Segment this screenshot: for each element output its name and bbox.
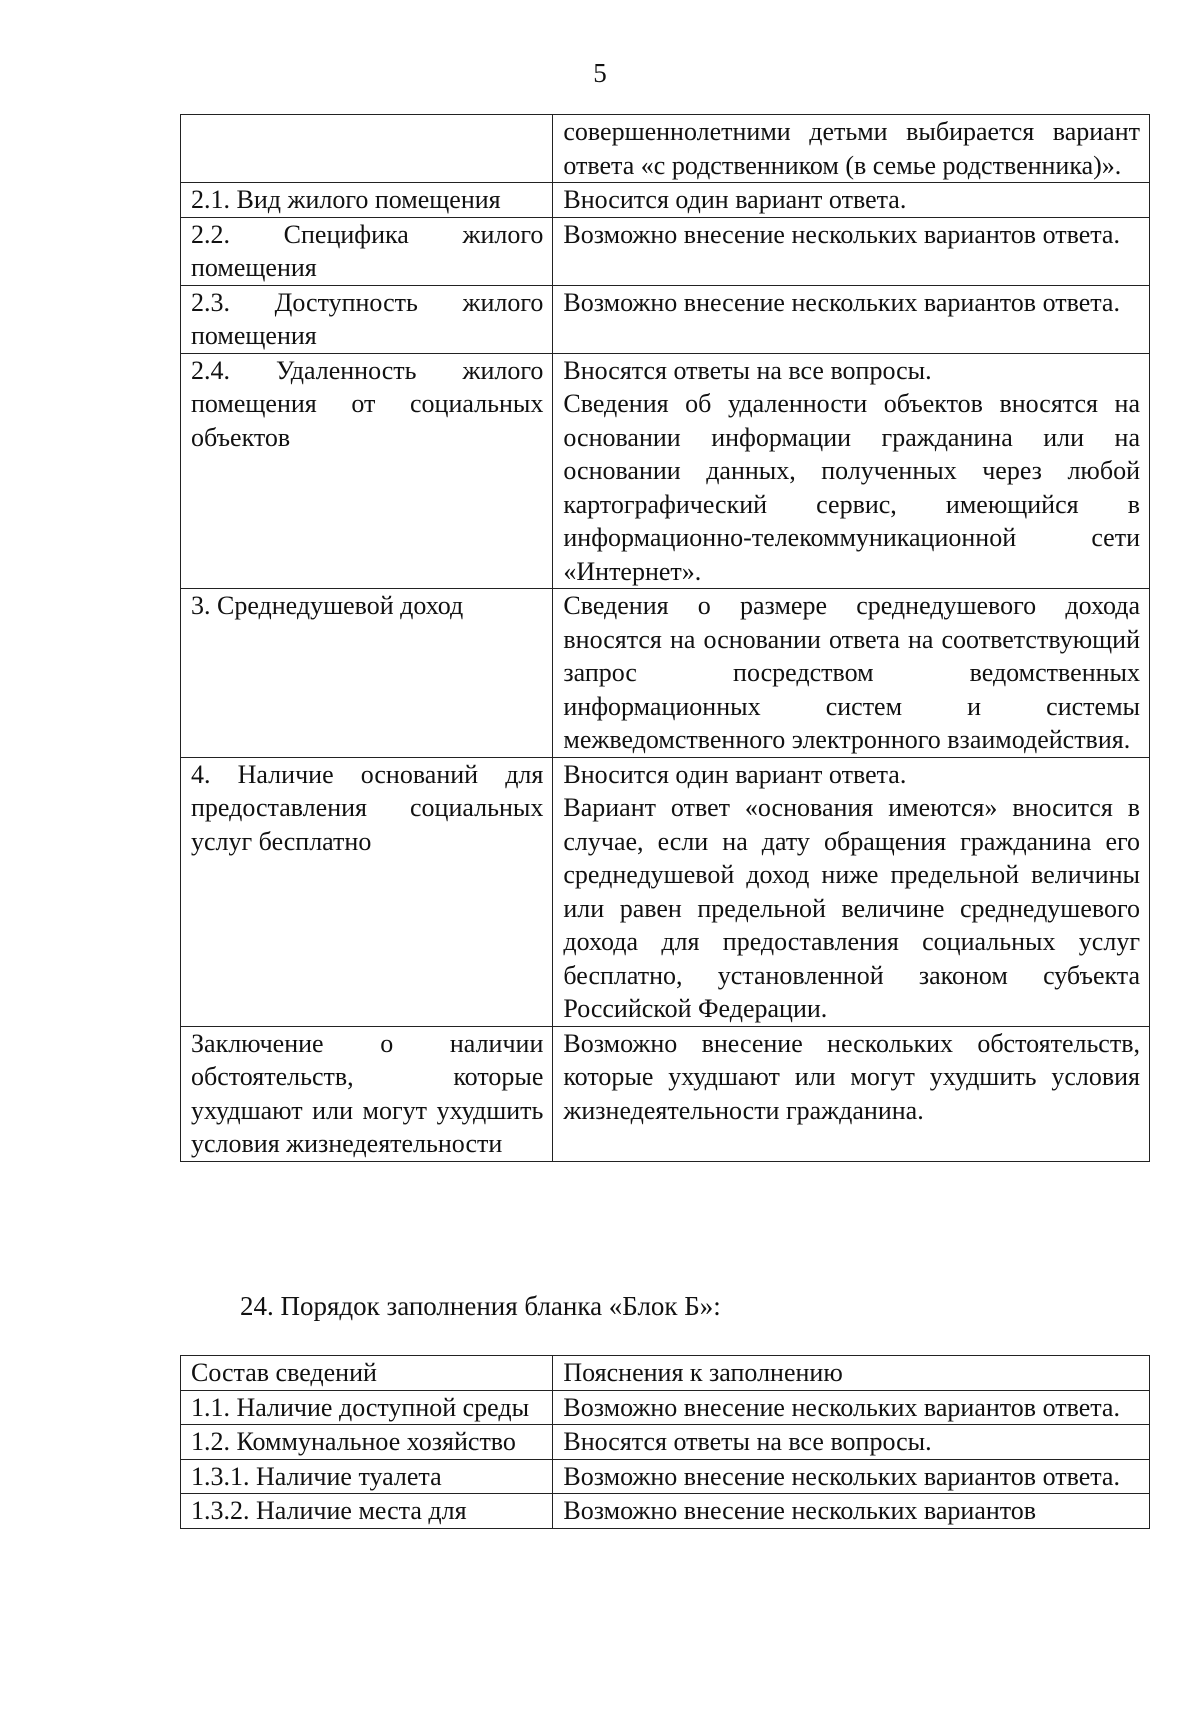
explanation-paragraph: Вносятся ответы на все вопросы. xyxy=(563,355,932,385)
section-heading: 24. Порядок заполнения бланка «Блок Б»: xyxy=(240,1291,721,1321)
table-cell-field: 2.4. Удаленность жилого помещения от социальных объектов xyxy=(181,353,553,589)
table-cell-field xyxy=(181,115,553,183)
table-header-row xyxy=(181,1356,1150,1391)
explanation-paragraph: Вносится один вариант ответа. xyxy=(563,759,907,789)
table-row xyxy=(181,115,1150,183)
table-cell-field: 1.3.1. Наличие туалета xyxy=(181,1459,553,1494)
explanation-paragraph: Сведения о размере среднедушевого дохода вносятся на основании ответа на соответствующий запрос посредством ведомственных информационных систем и системы межведомственного электронного взаимодействия. xyxy=(563,591,1140,754)
table-cell-field: 4. Наличие оснований для предоставления социальных услуг бесплатно xyxy=(181,757,553,1026)
table-cell-explanation xyxy=(553,285,1150,353)
table-block-a-continuation xyxy=(180,114,1150,1162)
table-row xyxy=(181,285,1150,353)
table-cell-field: 2.1. Вид жилого помещения xyxy=(181,183,553,218)
explanation-paragraph: Возможно внесение нескольких вариантов ответа. xyxy=(563,219,1120,249)
table-cell-explanation: Возможно внесение нескольких вариантов ответа. xyxy=(553,1459,1150,1494)
table-cell-explanation xyxy=(553,353,1150,589)
explanation-paragraph: Сведения об удаленности объектов вносятся на основании информации гражданина или на основании данных, полученных через любой картографический сервис, имеющийся в информационно-телекоммуникационной сети «Интернет». xyxy=(563,389,1140,586)
table-cell-explanation xyxy=(553,183,1150,218)
table-cell-field: 2.2. Специфика жилого помещения xyxy=(181,217,553,285)
table-cell-field: Заключение о наличии обстоятельств, которые ухудшают или могут ухудшить условия жизнедеятельности xyxy=(181,1026,553,1161)
explanation-paragraph: Возможно внесение нескольких вариантов ответа. xyxy=(563,287,1120,317)
table-row xyxy=(181,1494,1150,1529)
table-cell-explanation xyxy=(553,757,1150,1026)
table-cell-field: 1.2. Коммунальное хозяйство xyxy=(181,1425,553,1460)
page-number: 5 xyxy=(593,58,607,88)
explanation-paragraph: Вносится один вариант ответа. xyxy=(563,185,907,214)
table-row xyxy=(181,1390,1150,1425)
table-cell-explanation xyxy=(553,217,1150,285)
table-cell-explanation: Вносятся ответы на все вопросы. xyxy=(553,1425,1150,1460)
table-row xyxy=(181,217,1150,285)
table-row xyxy=(181,1026,1150,1161)
explanation-paragraph: Возможно внесение нескольких обстоятельств, которые ухудшают или могут ухудшить условия жизнедеятельности гражданина. xyxy=(563,1028,1140,1125)
column-header-explanations: Пояснения к заполнению xyxy=(553,1356,1150,1391)
table-cell-explanation xyxy=(553,1026,1150,1161)
explanation-paragraph: совершеннолетними детьми выбирается вариант ответа «с родственником (в семье родственника)». xyxy=(563,117,1140,180)
table-row xyxy=(181,1425,1150,1460)
table-row xyxy=(181,1459,1150,1494)
table-cell-explanation xyxy=(553,115,1150,183)
table-block-b xyxy=(180,1355,1150,1529)
table-cell-field: 2.3. Доступность жилого помещения xyxy=(181,285,553,353)
table-row xyxy=(181,589,1150,758)
table-cell-explanation xyxy=(553,589,1150,758)
table-row xyxy=(181,353,1150,589)
table-cell-field: 1.3.2. Наличие места для xyxy=(181,1494,553,1529)
table-cell-field: 1.1. Наличие доступной среды xyxy=(181,1390,553,1425)
table-row xyxy=(181,757,1150,1026)
table-cell-explanation: Возможно внесение нескольких вариантов ответа. xyxy=(553,1390,1150,1425)
table-cell-explanation: Возможно внесение нескольких вариантов xyxy=(553,1494,1150,1529)
table-cell-field: 3. Среднедушевой доход xyxy=(181,589,553,758)
column-header-composition: Состав сведений xyxy=(181,1356,553,1391)
table-row xyxy=(181,183,1150,218)
explanation-paragraph: Вариант ответ «основания имеются» вносится в случае, если на дату обращения гражданина его среднедушевой доход ниже предельной величины или равен предельной величине среднедушевого дохода для предоставления социальных услуг бесплатно, установленной законом субъекта Российской Федерации. xyxy=(563,793,1140,1023)
